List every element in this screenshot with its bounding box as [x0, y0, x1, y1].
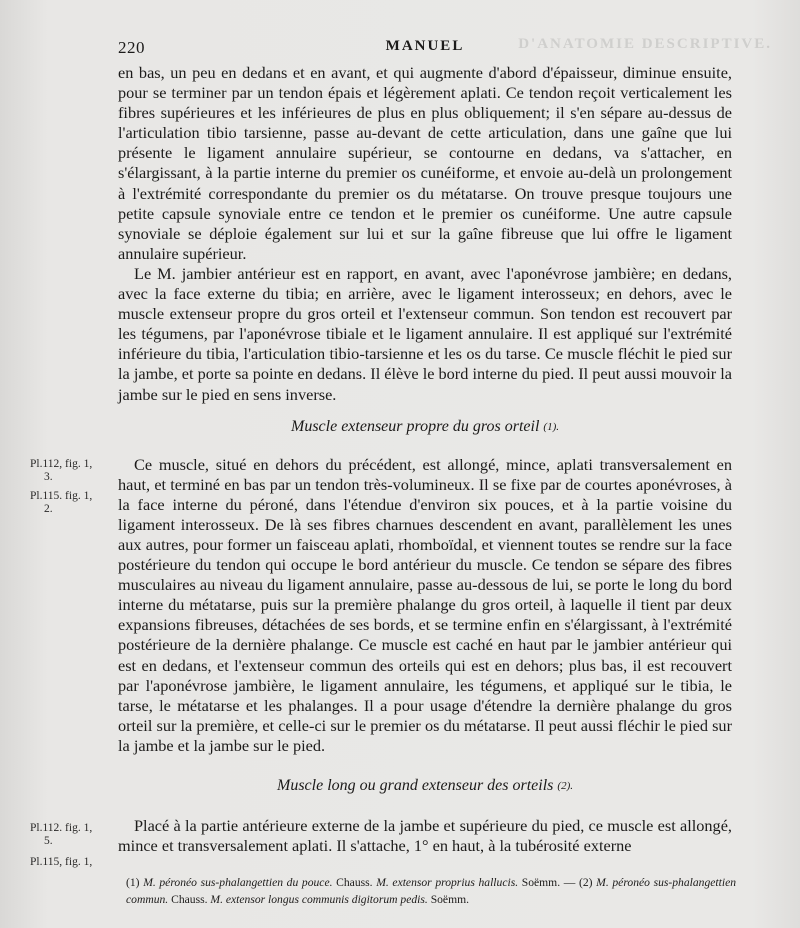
margin-note [30, 458, 114, 484]
footnote-text: Chauss. [336, 876, 373, 889]
page-header [118, 36, 772, 60]
page-number: 220 [118, 38, 145, 57]
footnote-text: M. extensor proprius hallucis. [376, 876, 519, 889]
main-text [118, 63, 732, 856]
footnote-ref: (1). [543, 420, 559, 433]
margin-note-text: Pl.115, fig. 1, [30, 856, 93, 868]
margin-note-sub: 3. [44, 471, 53, 483]
footnote-text: M. extensor longus communis digitorum pedis. [210, 893, 428, 906]
footnote-number: (1) [126, 876, 140, 889]
section-title [118, 417, 732, 437]
footnote-number: (2) [578, 876, 593, 889]
paragraph: en bas, un peu en dedans et en avant, et qui augmente d'abord d'épaisseur, diminue ensuite, pour se terminer par un tendon épais et légèrement aplati. Ce tendon reçoit verticalement les fibres supérieures et les inférieures de plus en plus obliquement; il s'en sépare au-dessus de l'articulation tibio tarsienne, passe au-devant de cette articulation, dans une gaîne que lui présente le ligament annulaire supérieur, se contourne en dedans, va s'attacher, en s'élargissant, à la partie interne du premier os cunéiforme, et envoie au-delà un prolongement à l'extrémité correspondante du premier os du métatarse. On trouve presque toujours une petite capsule synoviale entre ce tendon et le premier os cunéiforme. Une autre capsule synoviale se déploie également sur lui et sur la gaîne fibreuse que lui offre le ligament annulaire supérieur. [118, 63, 732, 263]
paragraph: Placé à la partie antérieure externe de la jambe et supérieure du pied, ce muscle est allongé, mince et transversalement aplati. Il s'attache, 1° en haut, à la tubérosité externe [118, 816, 732, 856]
margin-note-text: Pl.112, fig. 1, [30, 458, 93, 470]
margin-note-sub: 2. [44, 503, 53, 515]
footnote-text: Chauss. [171, 893, 208, 906]
margin-note-sub: 5. [44, 835, 53, 847]
margin-note-text: Pl.112. fig. 1, [30, 822, 93, 834]
margin-note [30, 490, 114, 516]
section-title-text: Muscle extenseur propre du gros orteil [291, 417, 540, 435]
section-title [118, 776, 732, 796]
paragraph: Le M. jambier antérieur est en rapport, en avant, avec l'aponévrose jambière; en dedans, avec la face externe du tibia; en arrière, avec le ligament interosseux; en dehors, avec le muscle extenseur propre du gros orteil et l'extenseur commun. Son tendon est recouvert par les tégumens, par l'aponévrose tibiale et le ligament annulaire. Il est appliqué sur l'extrémité inférieure du tibia, l'articulation tibio-tarsienne et les os du tarse. Ce muscle fléchit le pied sur la jambe, et porte sa pointe en dedans. Il élève le bord interne du pied. Il peut aussi mouvoir la jambe sur le pied en sens inverse. [118, 263, 732, 404]
footnote-text: Soëmm. — [521, 876, 576, 889]
paragraph: Ce muscle, situé en dehors du précédent, est allongé, mince, aplati transversalement en haut, et terminé en bas par un tendon très-volumineux. Il se fixe par de courtes aponévroses, à la face interne du péroné, dans l'étendue d'environ six pouces, et à la partie voisine du ligament interosseux. De là ses fibres charnues descendent en avant, parallèlement les unes aux autres, pour former un faisceau aplati, rhomboïdal, et viennent toutes se rendre sur la face postérieure du tendon qui occupe le bord antérieur du muscle. Ce tendon se sépare des fibres musculaires au niveau du ligament annulaire, passe au-dessous de lui, se porte le long du bord interne du métatarse, puis sur la première phalange du gros orteil, à laquelle il tient par deux expansions fibreuses, détachées de ses bords, et se termine enfin en s'élargissant, à l'extrémité postérieure de la dernière phalange. Ce muscle est caché en haut par le jambier antérieur qui est en dedans, et l'extenseur commun des orteils qui est en dehors; plus bas, il est recouvert par l'aponévrose jambière, le ligament annulaire, les tégumens, et appliqué sur le tibia, le tarse, le métatarse et les phalanges. Il a pour usage d'étendre la dernière phalange du gros orteil sur la première, et celle-ci sur le premier os du métatarse. Il peut aussi fléchir le pied sur la jambe et la jambe sur le pied. [118, 454, 732, 755]
margin-note [30, 856, 114, 869]
running-title: MANUEL [385, 38, 465, 54]
footnote-text: M. péronéo sus-phalangettien commun. [126, 876, 737, 906]
margin-note-text: Pl.115. fig. 1, [30, 490, 93, 502]
footnote-ref: (2). [557, 780, 573, 792]
footnote-text: M. péronéo sus-phalangettien du pouce. [143, 876, 333, 889]
section-title-text: Muscle long ou grand extenseur des orteils [277, 777, 554, 794]
bleed-through-text: D'ANATOMIE DESCRIPTIVE. [518, 36, 772, 52]
margin-note [30, 822, 114, 848]
footnote-text: Soëmm. [430, 893, 470, 906]
footnotes [126, 874, 736, 908]
